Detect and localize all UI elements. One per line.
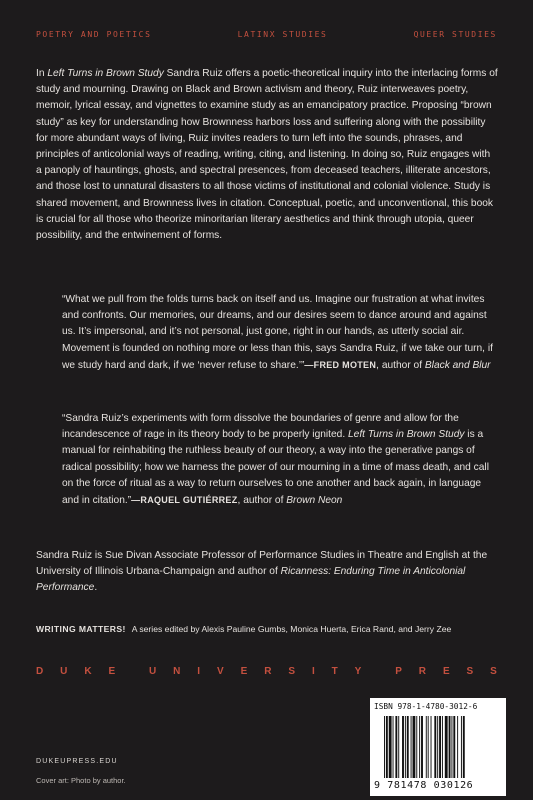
barcode-bar	[431, 716, 432, 778]
barcode-bar	[398, 716, 399, 778]
blurb-author: —FRED MOTEN	[304, 359, 377, 370]
series-editors: A series edited by Alexis Pauline Gumbs, Monica Huerta, Erica Rand, and Jerry Zee	[131, 624, 452, 634]
barcode-bar	[389, 716, 392, 778]
barcode-bar	[434, 716, 436, 778]
cover-credit: Cover art: Photo by author.	[36, 776, 126, 785]
barcode-bar	[439, 716, 441, 778]
barcode-bar	[453, 716, 455, 778]
series-line	[36, 624, 506, 634]
bio-book: Ricanness: Enduring Time in Anticolonial Performance	[36, 566, 466, 594]
barcode-bar	[457, 716, 458, 778]
barcode-bar	[449, 716, 451, 778]
isbn-number: ISBN 978-1-4780-3012-6	[374, 702, 478, 711]
subject-queer: QUEER STUDIES	[413, 30, 497, 39]
barcode-bar	[461, 716, 462, 778]
publisher-website: DUKEUPRESS.EDU	[36, 758, 118, 765]
blurb-gutierrez: “Sandra Ruiz’s experiments with form dissolve the boundaries of genre and allow for the incandescence of rage in its theory body to be properly ignited. Left Turns in Brown Study is a manual for reinhabiting the ruthless beauty of our theory, a way into the generative pangs of radical possibility; how we harness the power of our mourning in a time of mass death, and call on the force of ritual as a way to return ourselves to one another and back again, in language and in citation.”—RAQUEL GUTIÉRREZ, author of Brown Neon	[62, 413, 489, 507]
barcode-bar	[386, 716, 388, 778]
series-name: WRITING MATTERS!	[36, 624, 126, 634]
barcode-bar	[451, 716, 452, 778]
barcode-bar	[428, 716, 429, 778]
barcode-bar	[421, 716, 423, 778]
subject-categories	[36, 30, 497, 39]
barcode-bar	[416, 716, 417, 778]
isbn-barcode	[370, 698, 506, 796]
barcode-bar	[419, 716, 420, 778]
barcode-bar	[442, 716, 443, 778]
blurb-author-book: Brown Neon	[286, 495, 343, 507]
barcode-bar	[445, 716, 448, 778]
barcode-bar	[437, 716, 438, 778]
barcode-bar	[411, 716, 412, 778]
blurb-moten: “What we pull from the folds turns back on itself and us. Imagine our frustration at what invites and confronts. Our memories, our dreams, and our desires seem to dance around and against us. It’s impersonal, and it’s not personal, just gone, right in our hands, as utterly social air. Movement is founded on nothing more or less than this, says Sandra Ruiz, if we take our turn, if we study hard and dark, if we ‘never refuse to share.’”—FRED MOTEN, author of Black and Blur	[62, 294, 493, 371]
subject-poetry: POETRY AND POETICS	[36, 30, 152, 39]
barcode-bar	[426, 716, 427, 778]
author-bio: Sandra Ruiz is Sue Divan Associate Professor of Performance Studies in Theatre and English at the University of Illinois Urbana-Champaign and author of Ricanness: Enduring Time in Anticolonial Performance.	[36, 550, 488, 594]
barcode-bar	[393, 716, 394, 778]
book-title: Left Turns in Brown Study	[47, 68, 164, 79]
barcode-bar	[407, 716, 409, 778]
barcode-bars	[384, 716, 496, 778]
barcode-bar	[402, 716, 404, 778]
barcode-bar	[413, 716, 416, 778]
barcode-bar	[384, 716, 385, 778]
blurb-author: —RAQUEL GUTIÉRREZ	[131, 495, 238, 506]
barcode-bar	[405, 716, 406, 778]
barcode-bar	[395, 716, 397, 778]
book-description: In Left Turns in Brown Study Sandra Ruiz offers a poetic-theoretical inquiry into the interlacing forms of study and mourning. Drawing on Black and Brown activism and theory, Ruiz interweaves poetry, memoir, lyrical essay, and vignettes to examine study as an emancipatory practice. Proposing “brown study” as key for understanding how Brownness harbors loss and suffering along with the possibility for more abundant ways of living, Ruiz invites readers to turn left into the sounds, phrases, and principles of anticolonial ways of reading, writing, citing, and listening. In doing so, Ruiz engages with a panoply of hauntings, ghosts, and spectral presences, from deceased teachers, illiterate ancestors, and those lost to unnatural disasters to all those victims of institutional and colonial violence. Study is shared movement, and Brownness lives in citation. Conceptual, poetic, and unconventional, this book is crucial for all those who theorize minoritarian literary aesthetics and think through utopia, queer possibility, and the entwinement of forms.	[36, 68, 498, 242]
subject-latinx: LATINX STUDIES	[237, 30, 328, 39]
barcode-bar	[463, 716, 465, 778]
barcode-digits: 9 781478 030126	[374, 780, 474, 791]
publisher-name: D U K E U N I V E R S I T Y P R E S S	[36, 666, 497, 677]
blurb-author-book: Black and Blur	[424, 359, 491, 371]
